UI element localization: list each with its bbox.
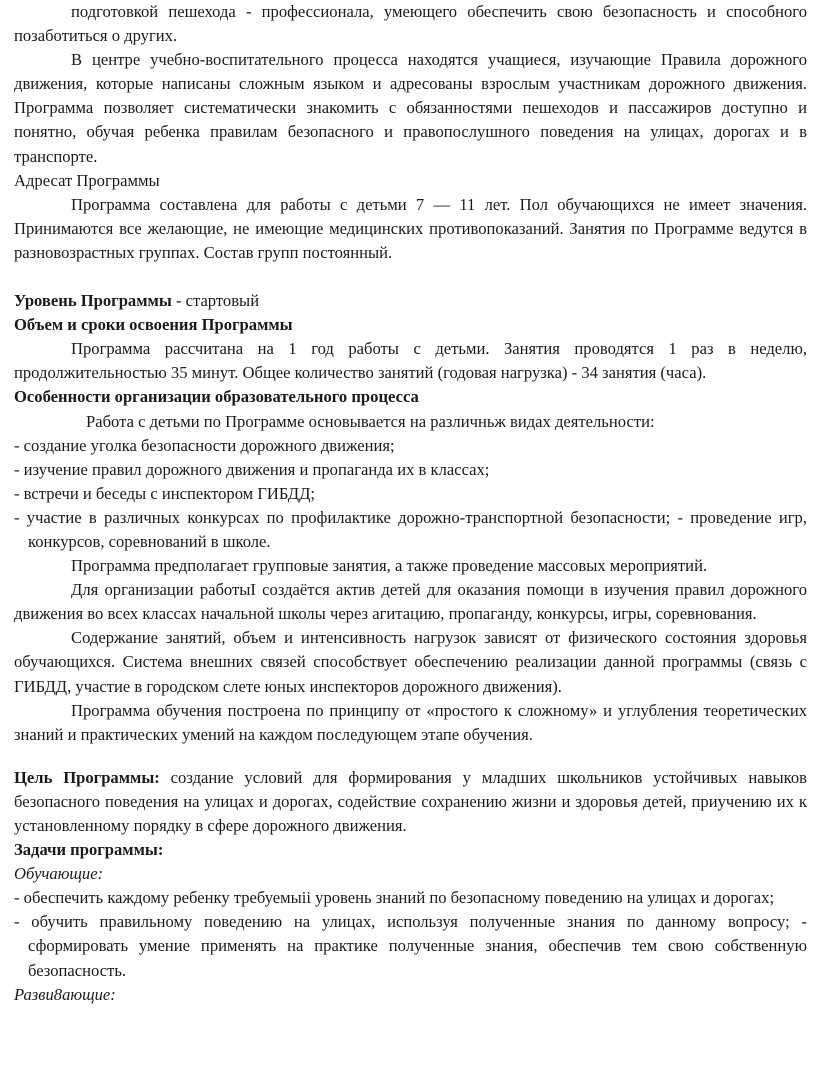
paragraph-addressee: Программа составлена для работы с детьми 7 — 11 лет. Пол обучающихся не имеет значения. Принимаются все желающие, не имеющие медицинских противопоказаний. Занятия по Программе ведутся в разновозрастных группах. Состав групп постоянный. [14, 194, 807, 262]
subheading-teaching [14, 862, 807, 886]
list-item: - участие в различных конкурсах по профилактике дорожно-транспортной безопасности; - проведение игр, конкурсов, соревнований в школе. [14, 507, 807, 551]
list-item: - создание уголка безопасности дорожного движения; [14, 435, 395, 455]
list-item: - изучение правил дорожного движения и пропаганда их в классах; [14, 459, 490, 479]
program-level-label: Уровень Программы [14, 291, 172, 311]
program-goal [14, 766, 807, 838]
heading-process-features [14, 385, 807, 409]
heading-volume-terms-text: Объем и сроки освоения Программы [14, 315, 293, 335]
paragraph-volume-terms: Программа рассчитана на 1 год работы с детьми. Занятия проводятся 1 раз в неделю, продолжительностью 35 минут. Общее количество занятий (годовая нагрузка) - 34 занятия (часа). [14, 339, 807, 383]
heading-tasks [14, 838, 807, 862]
paragraph-group-lessons: Программа предполагает групповые занятия, а также проведение массовых мероприятий. [71, 556, 708, 576]
heading-tasks-text: Задачи программы: [14, 840, 164, 860]
paragraph-activities-intro: Работа с детьми по Программе основывается на различньж видах деятельности: [86, 411, 655, 431]
program-level [14, 289, 807, 313]
list-item: - обучить правильному поведению на улицах, используя полученные знания по данному вопросу; - сформировать умение применять на практике полученные знания, обеспечив тем свою собственную безопасность. [14, 912, 807, 980]
paragraph-educational-process: В центре учебно-воспитательного процесса находятся учащиеся, изучающие Правила дорожного движения, которые написаны сложным языком и адресованы взрослым участникам дорожного движения. Программа позволяет систематически знакомить с обязанностями пешеходов и пассажиров доступно и понятно, обучая ребенка правилам безопасного и правопослушного поведения на улицах, дорогах и в транспорте. [14, 50, 807, 166]
paragraph-activists: Для организации работыI создаётся актив детей для оказания помощи в изучения правил дорожного движения во всех классах начальной школы через агитацию, пропаганду, конкурсы, игры, соревнования. [14, 580, 807, 624]
program-goal-text: создание условий для формирования у младших школьников устойчивых навыков безопасного поведения на улицах и дорогах, содействие сохранению жизни и здоровья детей, приучению их к установленному порядку в сфере дорожного движения. [14, 767, 807, 835]
subheading-developing [14, 983, 807, 1007]
subheading-developing-text: Разви8ающие: [14, 984, 116, 1004]
paragraph-principle: Программа обучения построена по принципу от «простого к сложному» и углубления теоретических знаний и практических умений на каждом последующем этапе обучения. [14, 700, 807, 744]
program-goal-label: Цель Программы: [14, 767, 160, 787]
list-item: - обеспечить каждому ребенку требуемыii уровень знаний по безопасному поведению на улицах и дорогах; [14, 888, 775, 908]
list-item: - встречи и беседы с инспектором ГИБДД; [14, 483, 316, 503]
spacer [14, 265, 807, 289]
heading-process-features-text: Особенности организации образовательного процесса [14, 387, 419, 407]
subheading-teaching-text: Обучающие: [14, 864, 104, 884]
heading-addressee: Адресат Программы [14, 170, 160, 190]
heading-volume-terms [14, 313, 807, 337]
paragraph-content-load: Содержание занятий, объем и интенсивность нагрузок зависят от физического состояния здоровья обучающихся. Система внешних связей способствует обеспечению реализации данной программы (связь с ГИБДД, участие в городском слете юных инспекторов дорожного движения). [14, 628, 807, 696]
spacer [14, 747, 807, 766]
program-level-value: - стартовый [171, 291, 260, 311]
paragraph-intro-continuation: подготовкой пешехода - профессионала, умеющего обеспечить свою безопасность и способного позаботиться о других. [14, 2, 807, 46]
